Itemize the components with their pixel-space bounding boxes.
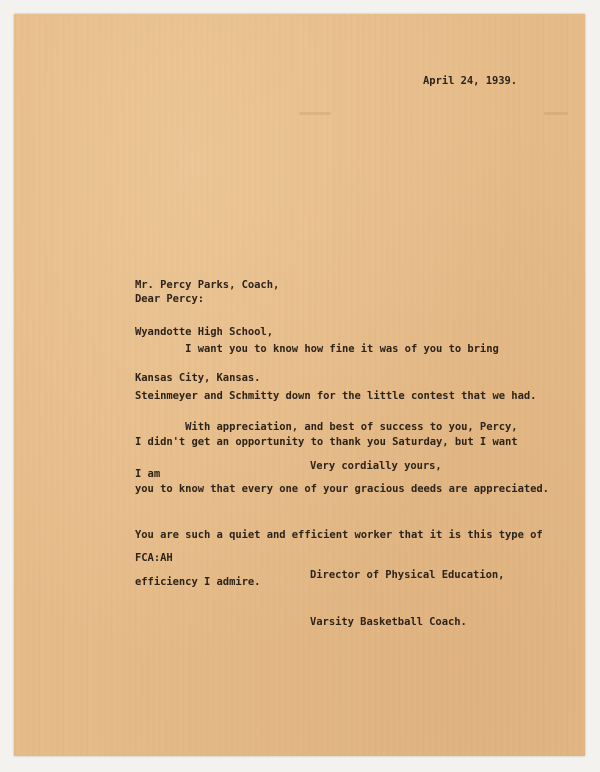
body-line: I didn't get an opportunity to thank you Saturday, but I want [135, 436, 518, 448]
body-line: Steinmeyer and Schmitty down for the little contest that we had. [135, 389, 537, 402]
closing-line: With appreciation, and best of success to you, Percy, [135, 421, 518, 433]
letter-date: April 24, 1939. [423, 75, 518, 87]
valediction: Very cordially yours, [310, 460, 442, 472]
signature-title: Varsity Basketball Coach. [310, 615, 467, 628]
body-line: I want you to know how fine it was of you to bring [135, 343, 499, 355]
closing-line: I am [135, 467, 161, 480]
typist-initials: FCA:AH [135, 552, 173, 564]
salutation: Dear Percy: [135, 293, 204, 305]
paper-stain [299, 112, 331, 115]
address-line: Kansas City, Kansas. [135, 372, 261, 384]
body-line: efficiency I admire. [135, 575, 261, 588]
signature-block [310, 537, 504, 661]
body-line: you to know that every one of your gracious deeds are appreciated. [135, 482, 549, 495]
paper-stain [544, 112, 568, 115]
signature-title: Director of Physical Education, [310, 569, 505, 581]
address-line: Mr. Percy Parks, Coach, [135, 279, 280, 291]
address-line: Wyandotte High School, [135, 325, 273, 338]
closing-paragraph [135, 389, 518, 513]
body-line: You are such a quiet and efficient worker that it is this type of [135, 529, 543, 541]
